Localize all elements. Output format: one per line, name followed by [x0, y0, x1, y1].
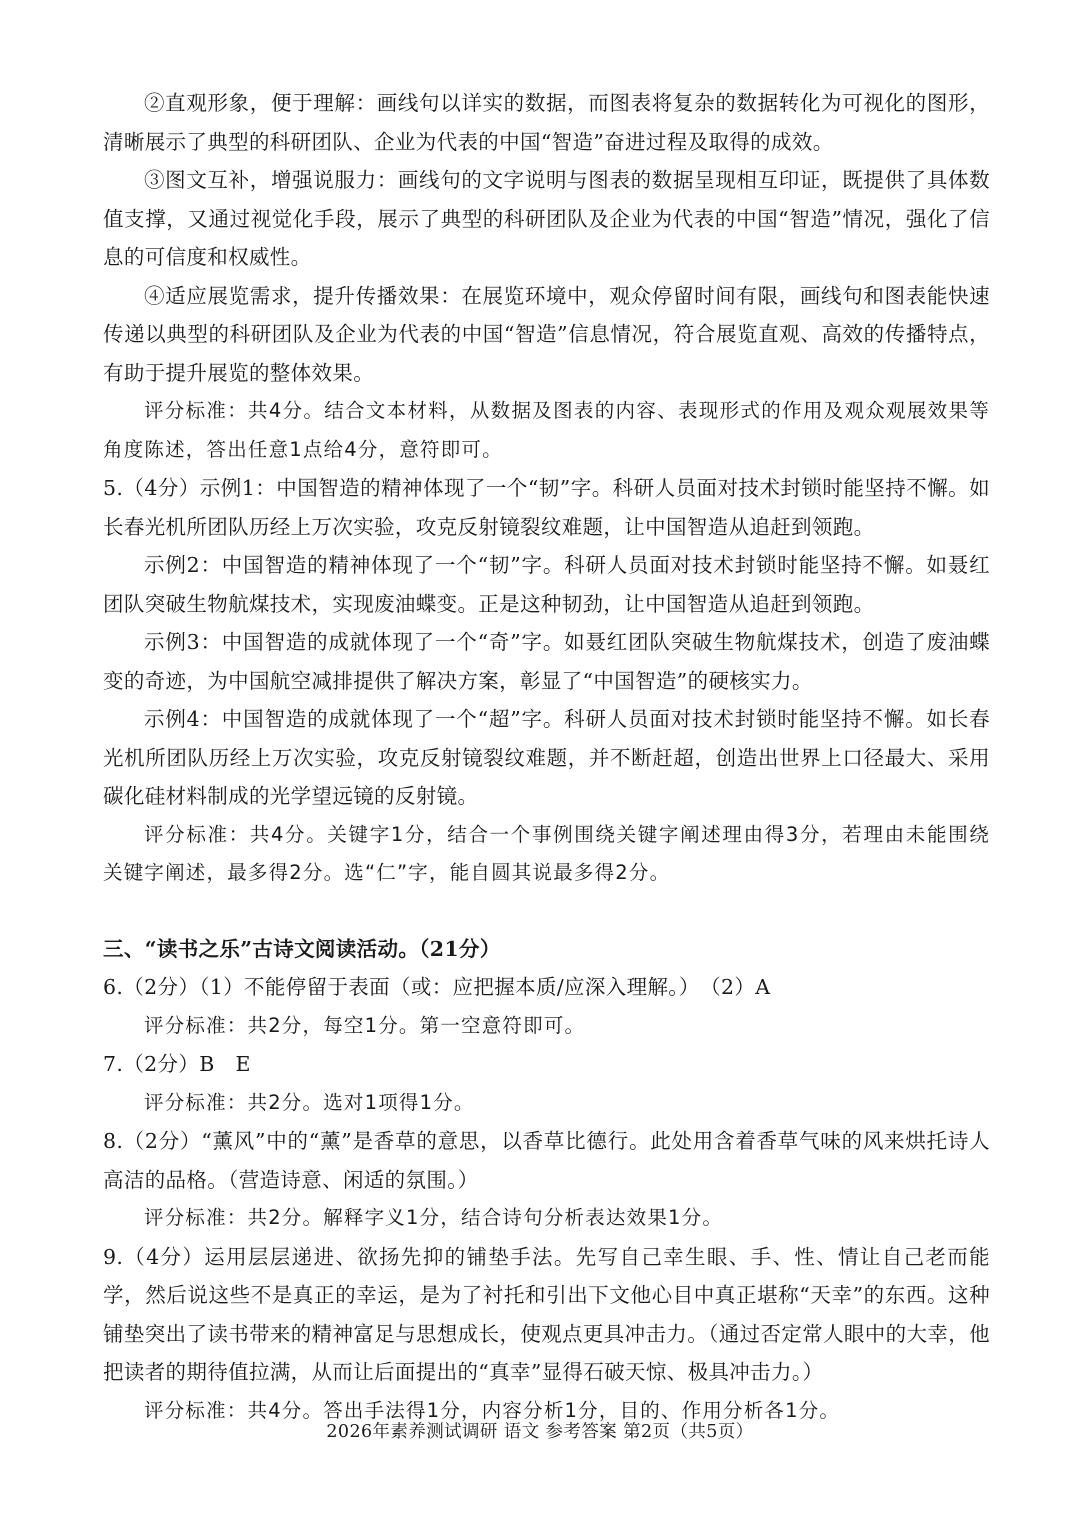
scoring-criteria-8: 评分标准：共2分。解释字义1分，结合诗句分析表达效果1分。 [144, 1206, 724, 1229]
answer-4-point-4: ④适应展览需求，提升传播效果：在展览环境中，观众停留时间有限，画线句和图表能快速传递以典型的科研团队及企业为代表的中国“智造”信息情况，符合展览直观、高效的传播特点，有助于提升展览的整体效果。 [103, 283, 990, 385]
answer-content [103, 84, 990, 1430]
scoring-criteria-9: 评分标准：共4分。答出手法得1分，内容分析1分，目的、作用分析各1分。 [144, 1398, 841, 1422]
answer-6: 6.（2分）（1）不能停留于表面（或：应把握本质/应深入理解。） （2）A [103, 975, 771, 999]
answer-5-example-4: 示例4：中国智造的成就体现了一个“超”字。科研人员面对技术封锁时能坚持不懈。如长春光机所团队历经上万次实验，攻克反射镜裂纹难题，并不断赶超，创造出世界上口径最大、采用碳化硅材料制成的光学望远镜的反射镜。 [103, 707, 990, 808]
page-footer: 2026年素养测试调研 语文 参考答案 第2页（共5页） [326, 1422, 754, 1442]
section-3-heading: 三、“读书之乐”古诗文阅读活动。（21分） [103, 936, 501, 961]
answer-7: 7.（2分）B E [103, 1052, 251, 1076]
answer-8: 8.（2分）“薰风”中的“薰”是香草的意思，以香草比德行。此处用含着香草气味的风来烘托诗人高洁的品格。（营造诗意、闲适的氛围。） [103, 1129, 990, 1192]
answer-9: 9.（4分）运用层层递进、欲扬先抑的铺垫手法。先写自己幸生眼、手、性、情让自己老而能学，然后说这些不是真正的幸运，是为了衬托和引出下文他心目中真正堪称“天幸”的东西。这种铺垫突出了读书带来的精神富足与思想成长，使观点更具冲击力。（通过否定常人眼中的大幸，他把读者的期待值拉满，从而让后面提出的“真幸”显得石破天惊、极具冲击力。） [103, 1244, 990, 1384]
scoring-criteria-6: 评分标准：共2分，每空1分。第一空意符即可。 [144, 1013, 586, 1037]
answer-4-point-2: ②直观形象，便于理解：画线句以详实的数据，而图表将复杂的数据转化为可视化的图形，清晰展示了典型的科研团队、企业为代表的中国“智造”奋进过程及取得的成效。 [103, 91, 990, 154]
scoring-criteria-5: 评分标准：共4分。关键字1分，结合一个事例围绕关键字阐述理由得3分，若理由未能围绕关键字阐述，最多得2分。选“仁”字，能自圆其说最多得2分。 [103, 822, 990, 884]
scoring-criteria-7: 评分标准：共2分。选对1项得1分。 [144, 1090, 475, 1114]
answer-5-example-2: 示例2：中国智造的精神体现了一个“韧”字。科研人员面对技术封锁时能坚持不懈。如聂红团队突破生物航煤技术，实现废油蝶变。正是这种韧劲，让中国智造从追赶到领跑。 [103, 553, 990, 616]
scoring-criteria-4: 评分标准：共4分。结合文本材料，从数据及图表的内容、表现形式的作用及观众观展效果等角度陈述，答出任意1点给4分，意符即可。 [103, 399, 990, 461]
answer-5-example-3: 示例3：中国智造的成就体现了一个“奇”字。如聂红团队突破生物航煤技术，创造了废油蝶变的奇迹，为中国航空减排提供了解决方案，彰显了“中国智造”的硬核实力。 [103, 630, 990, 693]
answer-5-example-1: 5.（4分）示例1：中国智造的精神体现了一个“韧”字。科研人员面对技术封锁时能坚持不懈。如长春光机所团队历经上万次实验，攻克反射镜裂纹难题，让中国智造从追赶到领跑。 [103, 476, 990, 539]
answer-4-point-3: ③图文互补，增强说服力：画线句的文字说明与图表的数据呈现相互印证，既提供了具体数值支撑，又通过视觉化手段，展示了典型的科研团队及企业为代表的中国“智造”情况，强化了信息的可信度和权威性。 [103, 168, 990, 269]
